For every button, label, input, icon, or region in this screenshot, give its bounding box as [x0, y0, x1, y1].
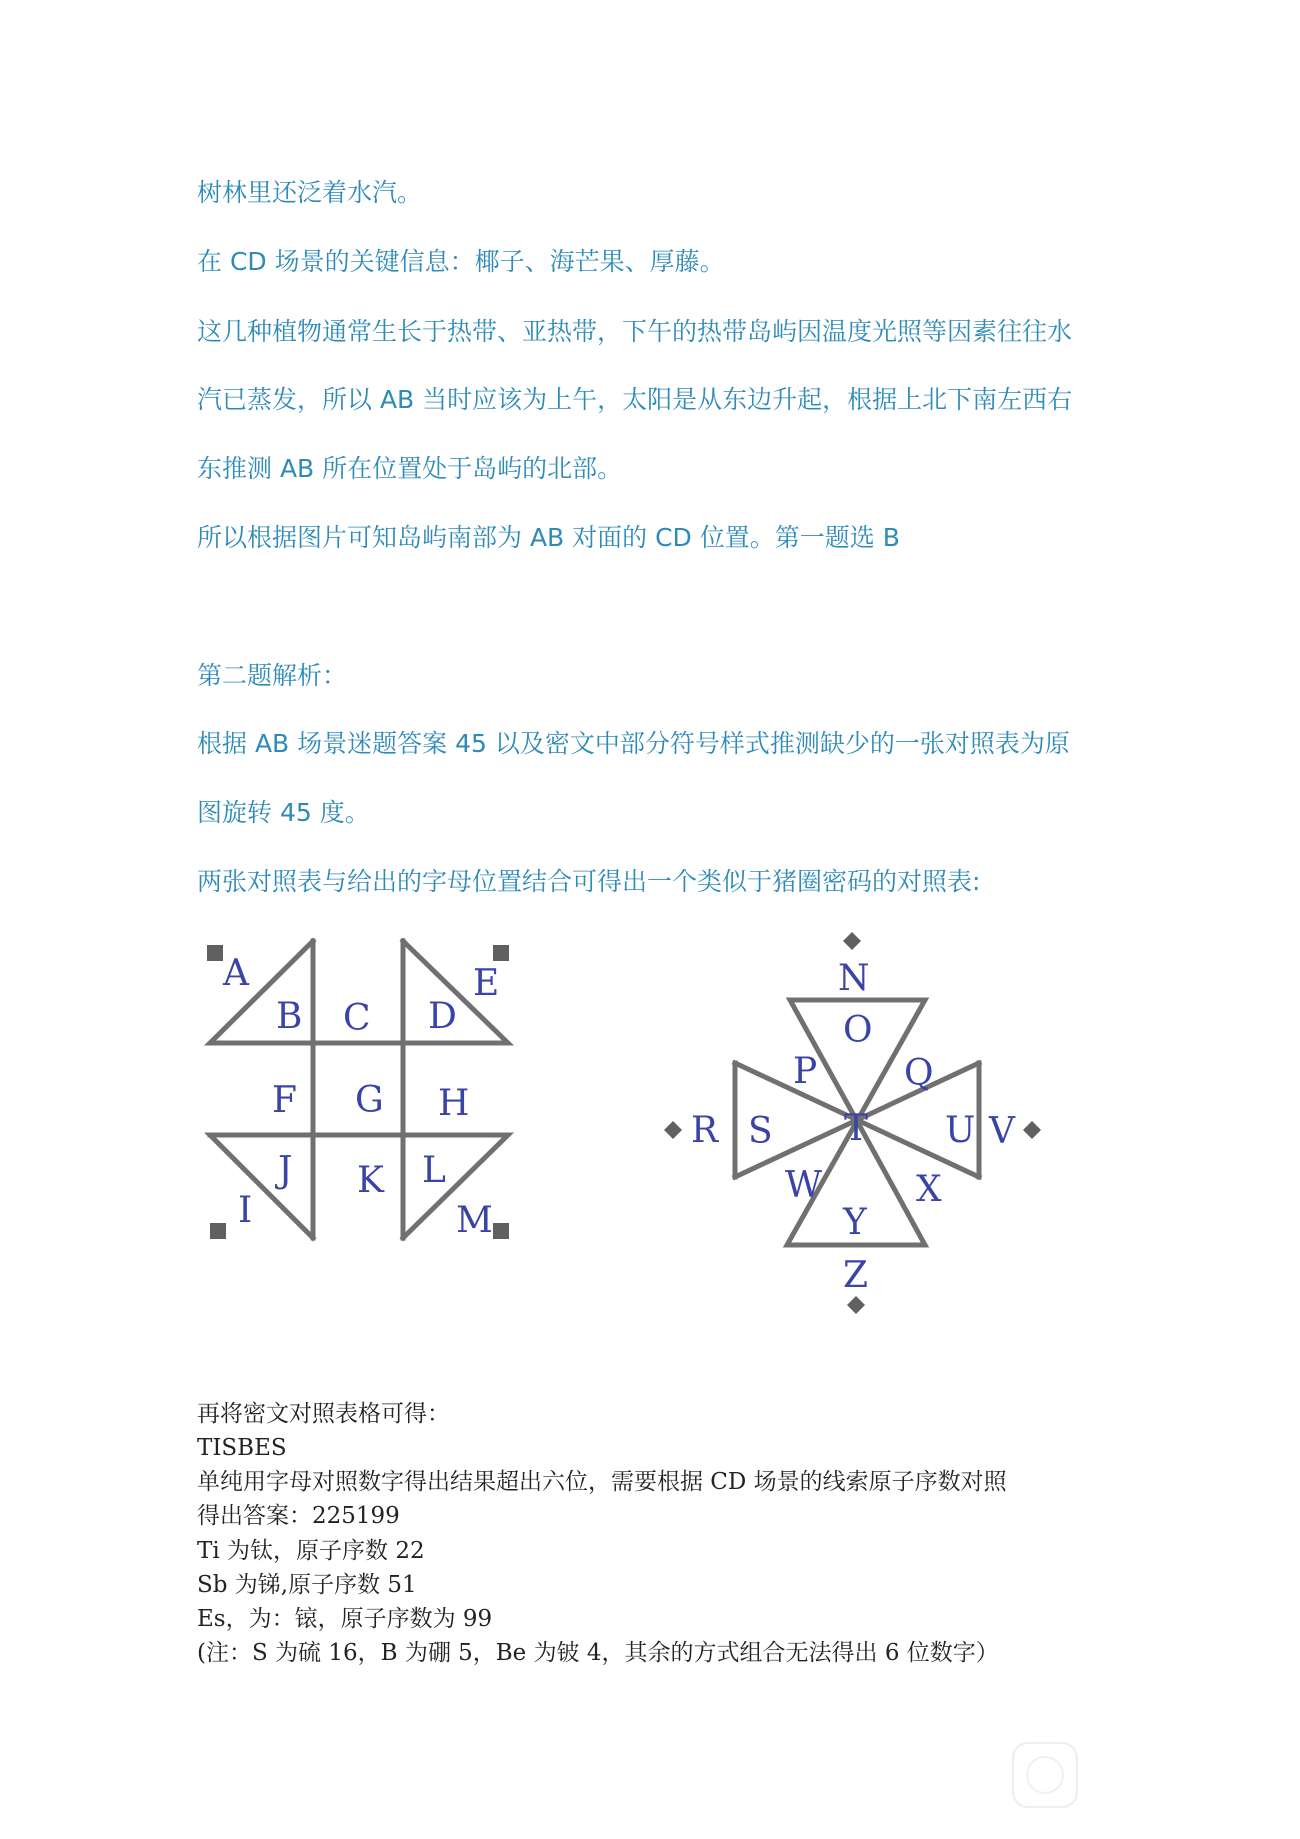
x-letter-p: P — [793, 1051, 818, 1092]
marker-square-bottom-right — [493, 1223, 509, 1239]
answer-note: (注：S 为硫 16，B 为硼 5，Be 为铍 4，其余的方式组合无法得出 6 位数字） — [197, 1640, 999, 1666]
grid-letter-b: B — [276, 996, 303, 1037]
grid-letter-k: K — [357, 1160, 384, 1201]
grid-letter-d: D — [428, 996, 457, 1037]
grid-letter-a: A — [223, 953, 249, 994]
paragraph-reasoning-line-2: 汽已蒸发，所以 AB 当时应该为上午，太阳是从东边升起，根据上北下南左西右 — [197, 385, 1073, 414]
section-heading-question-two: 第二题解析： — [197, 661, 348, 690]
paragraph-reasoning-line-1: 这几种植物通常生长于热带、亚热带，下午的热带岛屿因温度光照等因素往往水 — [197, 317, 1073, 346]
paragraph-q2-line-1: 根据 AB 场景迷题答案 45 以及密文中部分符号样式推测缺少的一张对照表为原 — [197, 729, 1070, 758]
x-letter-o: O — [843, 1010, 873, 1051]
paragraph-cd-key-info: 在 CD 场景的关键信息：椰子、海芒果、厚藤。 — [197, 247, 725, 276]
marker-diamond-top — [843, 932, 861, 950]
answer-result: 得出答案：225199 — [197, 1503, 400, 1529]
grid-letter-g: G — [355, 1080, 384, 1121]
paragraph-water-vapor: 树林里还泛着水汽。 — [197, 178, 423, 207]
marker-diamond-bottom — [847, 1296, 865, 1314]
x-letter-u: U — [945, 1110, 976, 1151]
marker-square-bottom-left — [210, 1223, 226, 1239]
grid-letter-h: H — [438, 1083, 470, 1124]
marker-square-top-left — [207, 945, 223, 961]
answer-sb: Sb 为锑,原子序数 51 — [197, 1572, 417, 1598]
answer-ti: Ti 为钛，原子序数 22 — [197, 1538, 425, 1564]
x-letter-r: R — [691, 1110, 719, 1151]
paragraph-table-intro: 两张对照表与给出的字母位置结合可得出一个类似于猪圈密码的对照表: — [197, 867, 981, 896]
marker-diamond-right — [1023, 1121, 1041, 1139]
x-letter-s: S — [748, 1111, 773, 1152]
answer-es: Es，为：锿，原子序数为 99 — [197, 1606, 493, 1632]
marker-square-top-right — [493, 945, 509, 961]
grid-letter-l: L — [422, 1150, 446, 1191]
x-letter-t: T — [844, 1108, 869, 1149]
x-letter-x: X — [916, 1169, 942, 1210]
paragraph-first-answer: 所以根据图片可知岛屿南部为 AB 对面的 CD 位置。第一题选 B — [197, 523, 900, 552]
x-letter-v: V — [989, 1111, 1015, 1152]
answer-intro: 再将密文对照表格可得： — [197, 1401, 450, 1427]
x-letter-w: W — [785, 1165, 823, 1206]
grid-letter-m: M — [456, 1200, 493, 1241]
watermark-logo — [1012, 1742, 1078, 1808]
x-letter-q: Q — [904, 1053, 934, 1094]
paragraph-q2-line-2: 图旋转 45 度。 — [197, 798, 370, 827]
x-letter-n: N — [838, 958, 870, 999]
x-letter-y: Y — [843, 1202, 867, 1243]
grid-letter-f: F — [272, 1080, 297, 1121]
grid-letter-j: J — [278, 1150, 293, 1191]
answer-explanation-line-1: 单纯用字母对照数字得出结果超出六位，需要根据 CD 场景的线索原子序数对照 — [197, 1469, 1007, 1495]
grid-letter-e: E — [473, 963, 500, 1004]
grid-letter-i: I — [238, 1190, 253, 1231]
answer-ciphertext: TISBES — [197, 1435, 287, 1461]
x-letter-z: Z — [843, 1255, 869, 1296]
grid-letter-c: C — [343, 998, 371, 1039]
marker-diamond-left — [664, 1121, 682, 1139]
paragraph-reasoning-line-3: 东推测 AB 所在位置处于岛屿的北部。 — [197, 454, 623, 483]
